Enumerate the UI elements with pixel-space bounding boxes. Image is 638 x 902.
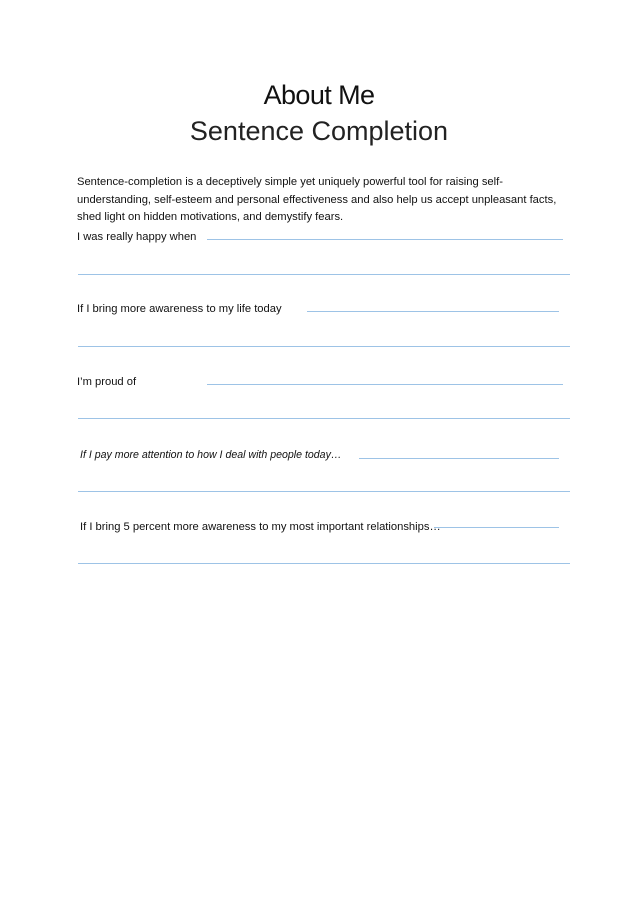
- prompt-label-2: If I bring more awareness to my life today: [77, 303, 282, 315]
- prompt-label-5: If I bring 5 percent more awareness to my most important relationships…: [80, 521, 441, 533]
- page-subtitle: Sentence Completion: [189, 116, 449, 146]
- answer-line-4a[interactable]: [359, 458, 559, 459]
- answer-line-2a[interactable]: [307, 311, 559, 312]
- answer-line-4b[interactable]: [78, 491, 570, 492]
- answer-line-5a[interactable]: [434, 527, 559, 528]
- answer-line-3b[interactable]: [78, 418, 570, 419]
- intro-paragraph: Sentence-completion is a deceptively simple yet uniquely powerful tool for raising self-understanding, self-esteem and personal effectiveness and also help us accept unpleasant facts, shed light on hidden motivations, and demystify fears.: [77, 176, 557, 223]
- prompt-label-3: I’m proud of: [77, 376, 137, 388]
- page-title: About Me: [263, 80, 375, 110]
- answer-line-2b[interactable]: [78, 346, 570, 347]
- answer-line-5b[interactable]: [78, 563, 570, 564]
- answer-line-3a[interactable]: [207, 384, 563, 385]
- prompt-label-4: If I pay more attention to how I deal with people today…: [80, 449, 342, 461]
- prompt-label-1: I was really happy when: [77, 231, 197, 243]
- answer-line-1b[interactable]: [78, 274, 570, 275]
- answer-line-1a[interactable]: [207, 239, 563, 240]
